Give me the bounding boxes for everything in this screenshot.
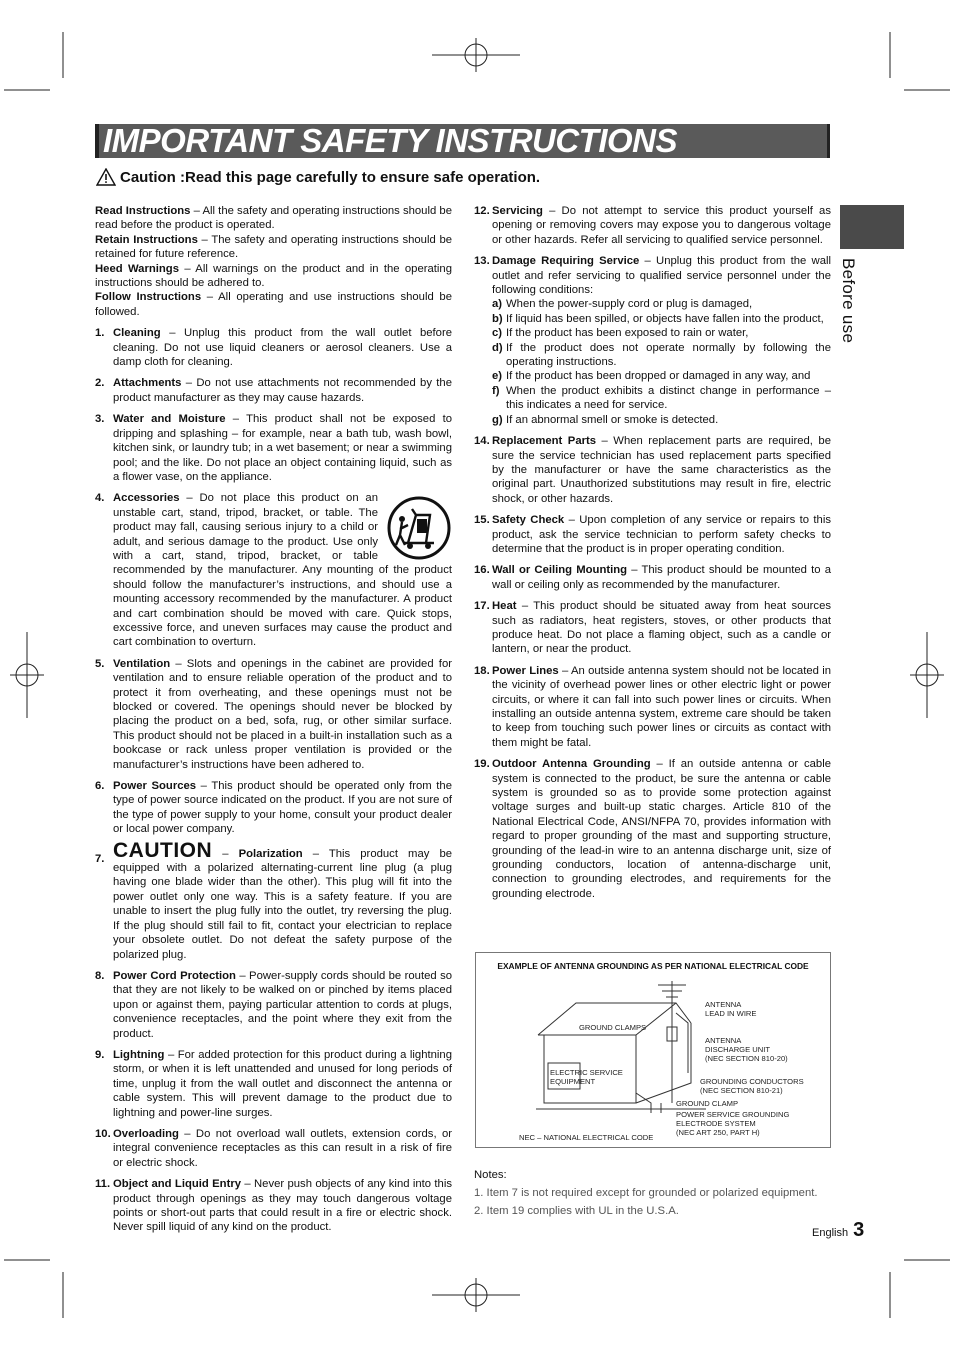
instruction-item: 8. Power Cord Protection – Power-supply cords should be routed so that they are not likely to be walked on or pinched by items placed upon or against them, paying particular attention to cords at plugs, convenience receptacles, and the point where they exit from the product. — [95, 969, 452, 1040]
label-electric-service: ELECTRIC SERVICE EQUIPMENT — [550, 1068, 623, 1086]
left-column — [95, 204, 452, 1235]
instruction-item: 3. Water and Moisture – This product shall not be exposed to dripping and splashing – for example, near a bath tub, wash bowl, kitchen sink, or laundry tub; in a wet basement; or near a swimming pool; and the like. Do not place an object containing liquid, such as a flower vase, on the appliance. — [95, 413, 452, 483]
instruction-item: 15. Safety Check – Upon completion of any service or repairs to this product, ask the service technician to perform safety checks to determine that the product is in proper operating condition. — [474, 514, 831, 555]
page-number: 3 — [853, 1219, 865, 1241]
instruction-item: 18. Power Lines – An outside antenna system should not be located in the vicinity of overhead power lines or other electric light or power circuits, or where it can fall into such power lines or circuits. When installing an outside antenna system, extreme care should be taken to keep from touching such power lines or circuits as contact with them might be fatal. — [474, 664, 832, 749]
footer-language: English — [812, 1227, 849, 1239]
label-grounding-conductors: GROUNDING CONDUCTORS (NEC SECTION 810-21) — [700, 1077, 804, 1095]
instruction-item: 16. Wall or Ceiling Mounting – This product should be mounted to a wall or ceiling only as recommended by the manufacturer. — [474, 564, 831, 591]
instruction-item: 6. Power Sources – This product should be operated only from the type of power source indicated on the product. If you are not sure of the type of power supply to your home, consult your product dealer or local power company. — [95, 780, 452, 836]
title-banner — [95, 124, 830, 158]
label-nec: NEC – NATIONAL ELECTRICAL CODE — [519, 1133, 654, 1142]
side-tab-label: Before use — [839, 258, 858, 344]
instruction-item: 14. Replacement Parts – When replacement parts are required, be sure the service technician has used replacement parts specified by the manufacturer or have the same characteristics as the original part. Unauthorized substitutions may result in fire, electric shock, or other hazards. — [474, 435, 831, 505]
sub-item: f) When the product exhibits a distinct change in performance – this indicates a need for service. — [492, 384, 831, 412]
label-power-service: POWER SERVICE GROUNDING ELECTRODE SYSTEM (NEC ART 250, PART H) — [676, 1110, 790, 1137]
label-antenna-lead: ANTENNA LEAD IN WIRE — [705, 1000, 757, 1018]
intro-paragraph: Heed Warnings – All warnings on the product and in the operating instructions should be adhered to. — [95, 262, 453, 290]
label-ground-clamps: GROUND CLAMPS — [579, 1023, 647, 1032]
notes-section — [474, 1166, 834, 1220]
label-discharge-unit: ANTENNA DISCHARGE UNIT (NEC SECTION 810-20) — [705, 1036, 788, 1063]
sub-item: b) If liquid has been spilled, or objects have fallen into the product, — [492, 312, 824, 325]
notes-heading: Notes: — [474, 1169, 507, 1181]
page-title: IMPORTANT SAFETY INSTRUCTIONS — [103, 122, 678, 159]
caution-text: Caution :Read this page carefully to ensure safe operation. — [120, 168, 541, 186]
instruction-item: 5. Ventilation – Slots and openings in the cabinet are provided for ventilation and to ensure reliable operation of the product and to protect it from overheating, and these openings must not be blocked or covered. The openings should never be blocked by placing the product on a bed, sofa, rug, or other similar surface. This product should not be placed in a built-in installation such as a bookcase or rack unless proper ventilation is provided or the manufacturer’s instructions have been adhered to. — [95, 657, 452, 771]
sub-item: g) If an abnormal smell or smoke is detected. — [492, 413, 719, 426]
instruction-item: 7. CAUTION – Polarization – This product may be equipped with a polarized alternating-current line plug (a plug having one blade wider than the other). This plug will fit into the power outlet only one way. This is a safety feature. If you are unable to insert the plug fully into the outlet, try reversing the plug. If the plug should still fail to fit, contact your electrician to replace your obsolete outlet. Do not defeat the safety purpose of the polarized plug. — [95, 838, 453, 961]
caution-subheading — [96, 168, 540, 186]
sub-item: a) When the power-supply cord or plug is damaged, — [492, 298, 753, 311]
right-column — [474, 204, 831, 901]
instruction-item: 10. Overloading – Do not overload wall outlets, extension cords, or integral convenience receptacles as this can result in a risk of fire or electric shock. — [95, 1127, 452, 1169]
intro-paragraph: Retain Instructions – The safety and operating instructions should be retained for future reference. — [95, 233, 453, 261]
diagram-title: EXAMPLE OF ANTENNA GROUNDING AS PER NATIONAL ELECTRICAL CODE — [497, 961, 809, 971]
warning-triangle-icon — [96, 168, 116, 186]
caution-word: CAUTION — [113, 838, 213, 862]
instruction-item: 11. Object and Liquid Entry – Never push objects of any kind into this product through openings as they may touch dangerous voltage points or short-out parts that could result in a fire or electric shock. Never spill liquid of any kind on the product. — [95, 1178, 452, 1234]
cart-warning-icon — [386, 495, 452, 561]
sub-item: e) If the product has been dropped or damaged in any way, and — [492, 370, 811, 383]
intro-paragraph: Read Instructions – All the safety and operating instructions should be read before the product is operated. — [95, 205, 452, 232]
page-footer — [812, 1219, 864, 1242]
label-ground-clamp: GROUND CLAMP — [676, 1099, 739, 1108]
instruction-item: 2. Attachments – Do not use attachments not recommended by the product manufacturer as they may cause hazards. — [95, 377, 452, 404]
instruction-item: 17. Heat – This product should be situated away from heat sources such as radiators, heat registers, stoves, or other products that produce heat. Do not place a flaming object, such as a candle or lantern, or near the product. — [474, 600, 831, 656]
instruction-item: 19. Outdoor Antenna Grounding – If an outside antenna or cable system is connected to the product, be sure the antenna or cable system is grounded so as to provide some protection against voltage surges and built-up static charges. Article 810 of the National Electrical Code, ANSI/NFPA 70, provides information with regard to proper grounding of the mast and supporting structure, grounding of the lead-in wire to an antenna discharge unit, size of grounding conductors, location of antenna-discharge unit, connection to grounding electrodes, and requirements for the grounding electrode. — [474, 758, 831, 900]
side-tab — [840, 205, 904, 249]
note-item: 1. Item 7 is not required except for grounded or polarized equipment. — [474, 1187, 818, 1199]
sub-item: c) If the product has been exposed to rain or water, — [492, 327, 749, 340]
instruction-item: 13. Damage Requiring Service – Unplug this product from the wall outlet and refer servicing to qualified service personnel under the following conditions: a) When the power-supply cord or plug is damaged, b) If liquid has been spilled, or objects have fallen into the product, c) If the product has been exposed to rain or water, d) If the product does not operate normally by following the operating instructions. e) If the product has been dropped or damaged in any way, and f) When the product exhibits a distinct change in performance – this indicates a need for service. g) If an abnormal smell or smoke is detected. — [474, 255, 831, 426]
note-item: 2. Item 19 complies with UL in the U.S.A. — [474, 1205, 679, 1217]
sub-item: d) If the product does not operate normally by following the operating instructions. — [492, 341, 831, 369]
instruction-item: 4. Accessories – Do not place this product on an unstable cart, stand, tripod, bracket, or table. The product may fall, causing serious injury to a child or adult, and serious damage to the product. Use only with a cart, stand, tripod, bracket, or table recommended by the manufacturer. Any mounting of the product should follow the manufacturer’s instructions, and should use a mounting accessory recommended by the manufacturer. A product and cart combination should be moved with care. Quick stops, excessive force, and uneven surfaces may cause the product and cart combination to overturn. — [95, 492, 452, 649]
instruction-item: 1. Cleaning – Unplug this product from the wall outlet before cleaning. Do not use liquid cleaners or aerosol cleaners. Use a damp cloth for cleaning. — [95, 327, 452, 369]
intro-paragraph: Follow Instructions – All operating and use instructions should be followed. — [95, 291, 452, 318]
instruction-item: 12. Servicing – Do not attempt to service this product yourself as opening or removing covers may expose you to dangerous voltage or other hazards. Refer all servicing to qualified service personnel. — [474, 205, 831, 246]
instruction-item: 9. Lightning – For added protection for this product during a lightning storm, or when it is left unattended and unused for long periods of time, unplug it from the wall outlet and disconnect the antenna or cable system. This will prevent damage to the product due to lightning and power-line surges. — [95, 1048, 452, 1119]
antenna-grounding-diagram — [475, 952, 831, 1148]
